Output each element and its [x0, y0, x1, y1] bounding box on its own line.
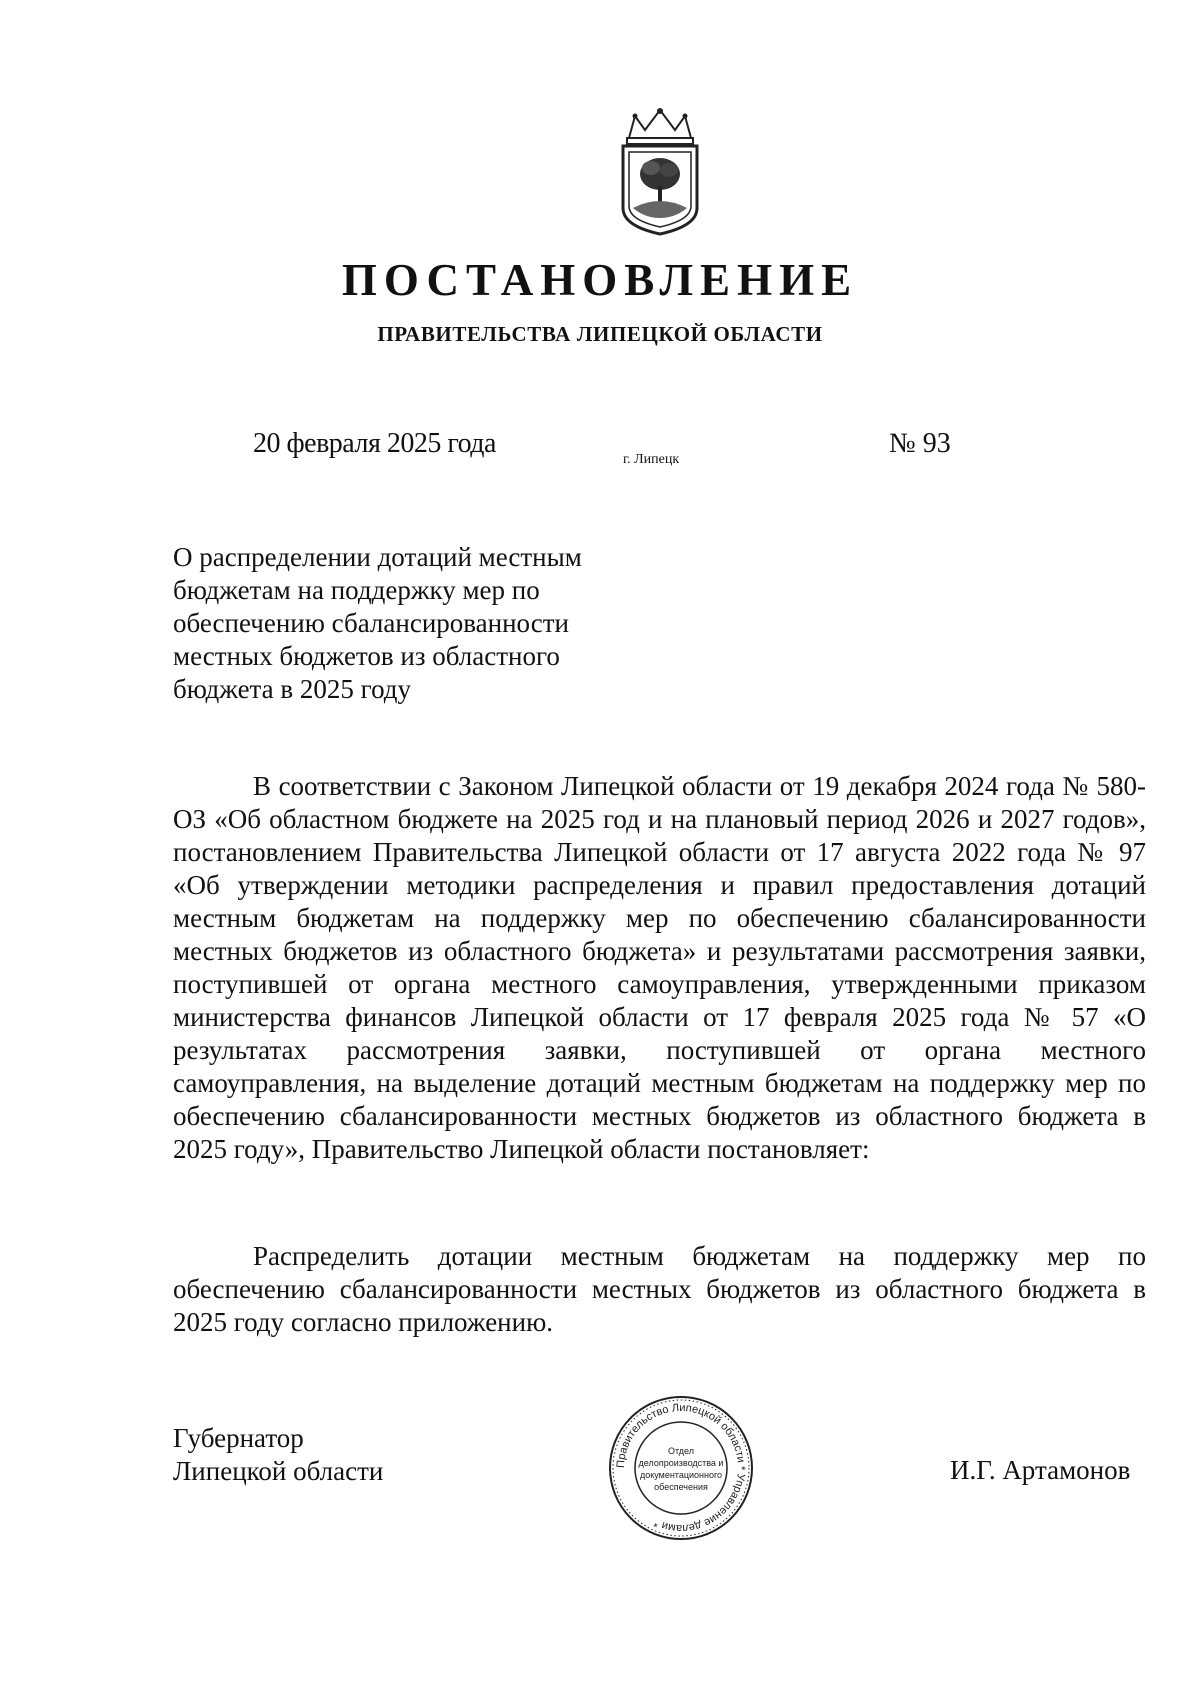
subject-line: обеспечению сбалансированности [173, 608, 569, 638]
signatory-position-line: Губернатор [173, 1423, 304, 1453]
seal-inner-line: делопроизводства и [638, 1458, 724, 1468]
document-city: г. Липецк [623, 452, 680, 467]
document-number: № 93 [889, 428, 951, 459]
subject-line: бюджета в 2025 году [173, 674, 412, 704]
seal-outer-text: Правительство Липецкой области * Управление делами * [614, 1401, 748, 1535]
official-seal-icon [607, 1394, 755, 1542]
signatory-name: И.Г. Артамонов [950, 1455, 1131, 1485]
document-subtitle: ПРАВИТЕЛЬСТВА ЛИПЕЦКОЙ ОБЛАСТИ [377, 322, 823, 346]
seal-inner-line: обеспечения [654, 1482, 708, 1492]
document-date: 20 февраля 2025 года [253, 428, 496, 459]
signatory-position-line: Липецкой области [173, 1456, 384, 1486]
signatory-position [173, 1422, 383, 1488]
body-paragraph-1: В соответствии с Законом Липецкой области от 19 декабря 2024 года № 580-ОЗ «Об областном бюджете на 2025 год и на плановый период 2026 и 2027 годов», постановлением Правительства Липецкой области от 17 августа 2022 года № 97 «Об утверждении методики распределения и правил предоставления дотаций местным бюджетам на поддержку мер по обеспечению сбалансированности местных бюджетов из областного бюджета» и результатами рассмотрения заявки, поступившей от органа местного самоуправления, утвержденными приказом министерства финансов Липецкой области от 17 февраля 2025 года № 57 «О результатах рассмотрения заявки, поступившей от органа местного самоуправления, на выделение дотаций местным бюджетам на поддержку мер по обеспечению сбалансированности местных бюджетов из областного бюджета в 2025 году», Правительство Липецкой области постановляет: [173, 771, 1146, 1164]
document-title: ПОСТАНОВЛЕНИЕ [341, 255, 859, 305]
coat-of-arms-icon [615, 108, 705, 238]
document-subject [173, 541, 633, 706]
seal-inner-line: документационного [639, 1470, 723, 1480]
body-paragraph-2: Распределить дотации местным бюджетам на поддержку мер по обеспечению сбалансированности местных бюджетов из областного бюджета в 2025 году согласно приложению. [173, 1241, 1146, 1337]
subject-line: местных бюджетов из областного [173, 641, 560, 671]
seal-inner-line: Отдел [667, 1446, 695, 1456]
subject-line: О распределении дотаций местным [173, 542, 582, 572]
subject-line: бюджетам на поддержку мер по [173, 575, 540, 605]
